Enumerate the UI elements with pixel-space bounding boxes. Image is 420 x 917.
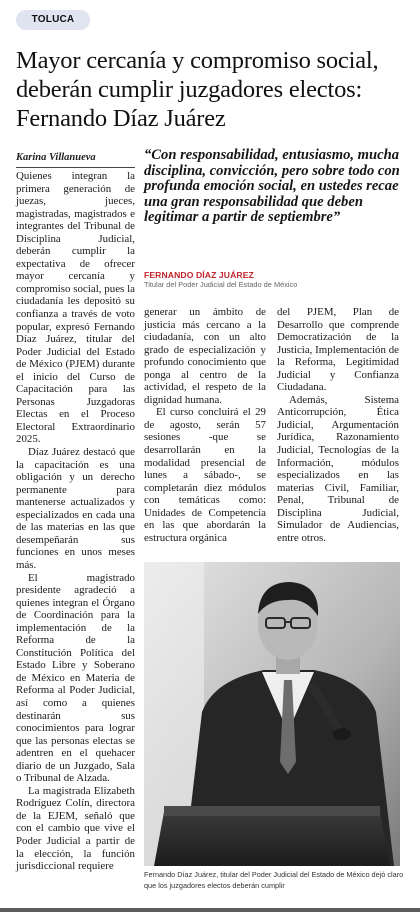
paragraph: Díaz Juárez destacó que la capacitación es una obligación y un derecho permanente para mantenerse actualizados y especializados en cada una de las materias en las que desempeñarán sus funciones en unos meses más. bbox=[16, 446, 135, 571]
paragraph: El magistrado presidente agradeció a quienes integran el Órgano de Coordinación para la implementación de la Reforma de la Constitución Política del Estado Libre y Soberano de México en Materia de Reforma al Poder Judicial, así como a quienes destinarán sus conocimientos para lograr que las personas electas se adentren en el quehacer diario de un Juzgado, Sala o Tribunal de Alzada. bbox=[16, 571, 135, 785]
article-column-2 bbox=[144, 306, 266, 544]
paragraph: El curso concluirá el 29 de agosto, serán 57 sesiones -que se desarrollarán en la modalidad presencial de lunes a sábado-, se completarán diez módulos con temáticas como: Unidades de Competencia en las que abordarán la estructura orgánica bbox=[144, 406, 266, 544]
headline: Mayor cercanía y compromiso social, deberán cumplir juzgadores electos: Fernando Díaz Juárez bbox=[16, 47, 379, 132]
byline: Karina Villanueva bbox=[16, 152, 96, 163]
pull-quote-role: Titular del Poder Judicial del Estado de México bbox=[144, 280, 298, 289]
pull-quote: “Con responsabilidad, entusiasmo, mucha disciplina, convicción, pero sobre todo con profunda emoción social, en ustedes recae una gran responsabilidad que deben legitimar a partir de septiembre” bbox=[144, 147, 400, 226]
article-photo bbox=[144, 562, 400, 866]
paragraph: Además, Sistema Anticorrupción, Ética Judicial, Argumentación Jurídica, Razonamiento Judicial, Tecnologías de la Información, módulos especializados en las materias Civil, Familiar, Penal, Tribunal de Disciplina Judicial, Simulador de Audiencias, entre otros. bbox=[277, 393, 399, 544]
article-column-3 bbox=[277, 306, 399, 544]
paragraph: Quienes integran la primera generación de juezas, jueces, magistradas, magistrados e integrantes del Tribunal de Disciplina Judicial, deberán cumplir la expectativa de ofrecer mayor cercanía y compromiso social, pues la ciudadanía les depositó su confianza a través de voto popular, expresó Fernando Díaz Juárez, titular del Poder Judicial del Estado de México (PJEM) durante el inicio del Curso de Capacitación para las Personas Juzgadoras Electas en el Proceso Electoral Extraordinario 2025. bbox=[16, 170, 135, 446]
article-column-1 bbox=[16, 170, 135, 873]
pull-quote-name: FERNANDO DÍAZ JUÁREZ bbox=[144, 270, 254, 280]
paragraph: generar un ámbito de justicia más cercano a la ciudadanía, con un alto grado de especialización y profundo conocimiento que ponga al centro de la actividad, el respeto de la dignidad humana. bbox=[144, 306, 266, 406]
section-tag: TOLUCA bbox=[16, 10, 90, 30]
byline-rule bbox=[16, 167, 135, 168]
photo-caption: Fernando Díaz Juárez, titular del Poder Judicial del Estado de México dejó claro que los juzgadores electos deberán cumplir bbox=[144, 870, 404, 890]
paragraph: La magistrada Elizabeth Rodríguez Colín, directora de la EJEM, señaló que con el cambio que vive el Poder Judicial a partir de la elección, la función jurisdiccional requiere bbox=[16, 784, 135, 873]
paragraph: del PJEM, Plan de Desarrollo que comprende Democratización de la Justicia, Implementación de la Reforma, Legitimidad Judicial y Confianza Ciudadana. bbox=[277, 306, 399, 394]
speaker-photo-illustration bbox=[144, 562, 400, 866]
footer-rule bbox=[0, 908, 420, 912]
